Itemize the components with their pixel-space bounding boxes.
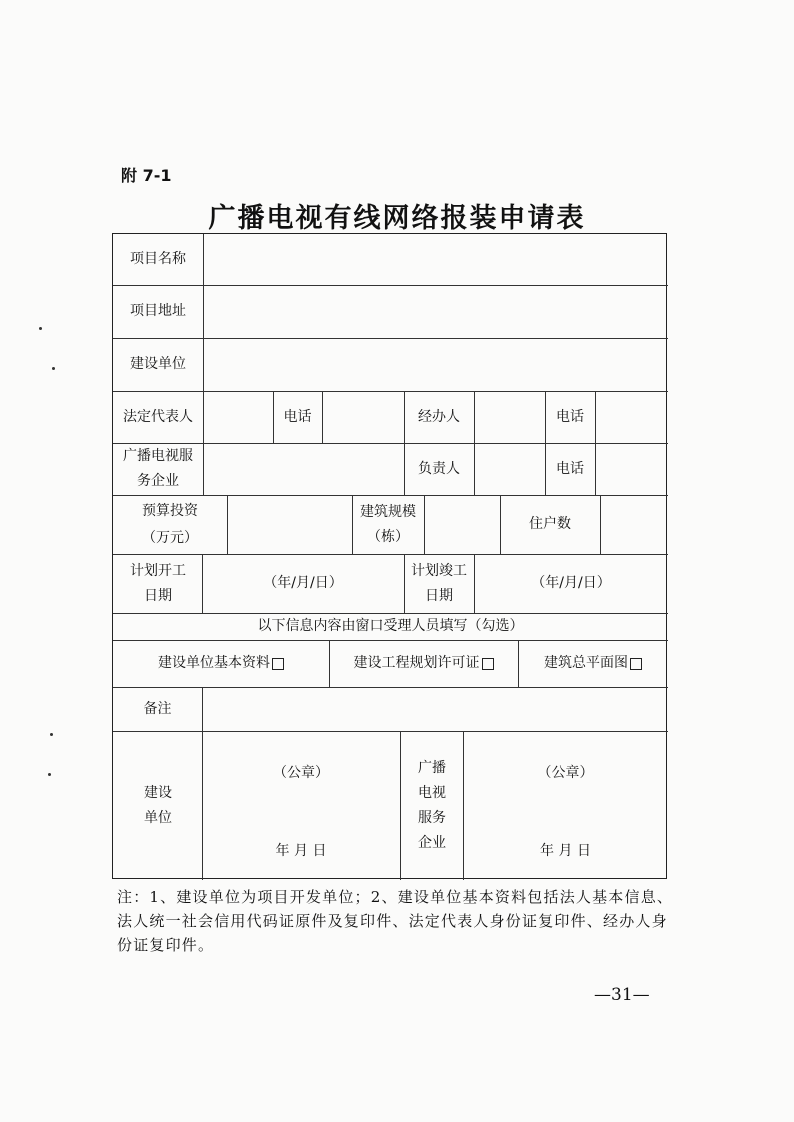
remarks-label: 备注 <box>143 700 172 717</box>
planned-finish-label: 计划竣工日期 <box>411 562 467 604</box>
basic-docs-option[interactable] <box>113 640 329 687</box>
basic-docs-label: 建设单位基本资料 <box>158 655 270 671</box>
window-section-header: 以下信息内容由窗口受理人员填写（勾选） <box>257 618 524 634</box>
seal-unit-label: 建设单位 <box>144 784 172 826</box>
margin-dot <box>50 733 53 736</box>
planning-permit-label: 建设工程规划许可证 <box>353 655 480 671</box>
application-form <box>112 233 667 879</box>
appendix-label: 附 7-1 <box>121 166 172 185</box>
margin-dot <box>48 773 51 776</box>
project-name-label: 项目名称 <box>130 251 186 267</box>
project-address-label: 项目地址 <box>130 303 186 319</box>
phone-label-2: 电话 <box>556 408 584 425</box>
person-in-charge-label: 负责人 <box>418 460 460 477</box>
site-plan-checkbox[interactable] <box>630 658 642 670</box>
margin-dot <box>39 327 42 330</box>
site-plan-label: 建筑总平面图 <box>544 655 628 671</box>
margin-dot <box>52 367 55 370</box>
building-scale-label: 建筑规模（栋） <box>360 503 416 545</box>
households-label: 住户数 <box>529 516 571 532</box>
planned-start-date: （年/月/日） <box>263 575 343 591</box>
planning-permit-checkbox[interactable] <box>482 658 494 670</box>
legal-rep-label: 法定代表人 <box>123 408 193 425</box>
enterprise-seal-text: （公章） <box>537 764 594 781</box>
unit-seal-text: （公章） <box>273 764 329 781</box>
site-plan-option[interactable] <box>518 640 668 687</box>
broadcast-service-co-label: 广播电视服务企业 <box>123 448 193 489</box>
phone-label-1: 电话 <box>283 408 312 425</box>
footnote: 注：1、建设单位为项目开发单位；2、建设单位基本资料包括法人基本信息、法人统一社会信用代码证原件及复印件、法定代表人身份证复印件、经办人身份证复印件。 <box>117 888 674 954</box>
budget-unit-label: （万元） <box>142 530 198 546</box>
basic-docs-checkbox[interactable] <box>272 658 284 670</box>
planned-finish-date: （年/月/日） <box>531 575 611 591</box>
construction-unit-label: 建设单位 <box>130 356 186 372</box>
budget-label: 预算投资 <box>142 502 198 519</box>
planned-start-label: 计划开工日期 <box>130 562 186 604</box>
form-title: 广播电视有线网络报装申请表 <box>208 203 586 234</box>
page-number: —31— <box>594 985 650 1005</box>
phone-label-3: 电话 <box>556 460 584 477</box>
handler-label: 经办人 <box>418 408 460 425</box>
enterprise-date-line: 年 月 日 <box>540 842 591 859</box>
planning-permit-option[interactable] <box>329 640 518 687</box>
seal-enterprise-label: 广播电视服务企业 <box>418 759 446 851</box>
unit-date-line: 年 月 日 <box>275 842 327 859</box>
